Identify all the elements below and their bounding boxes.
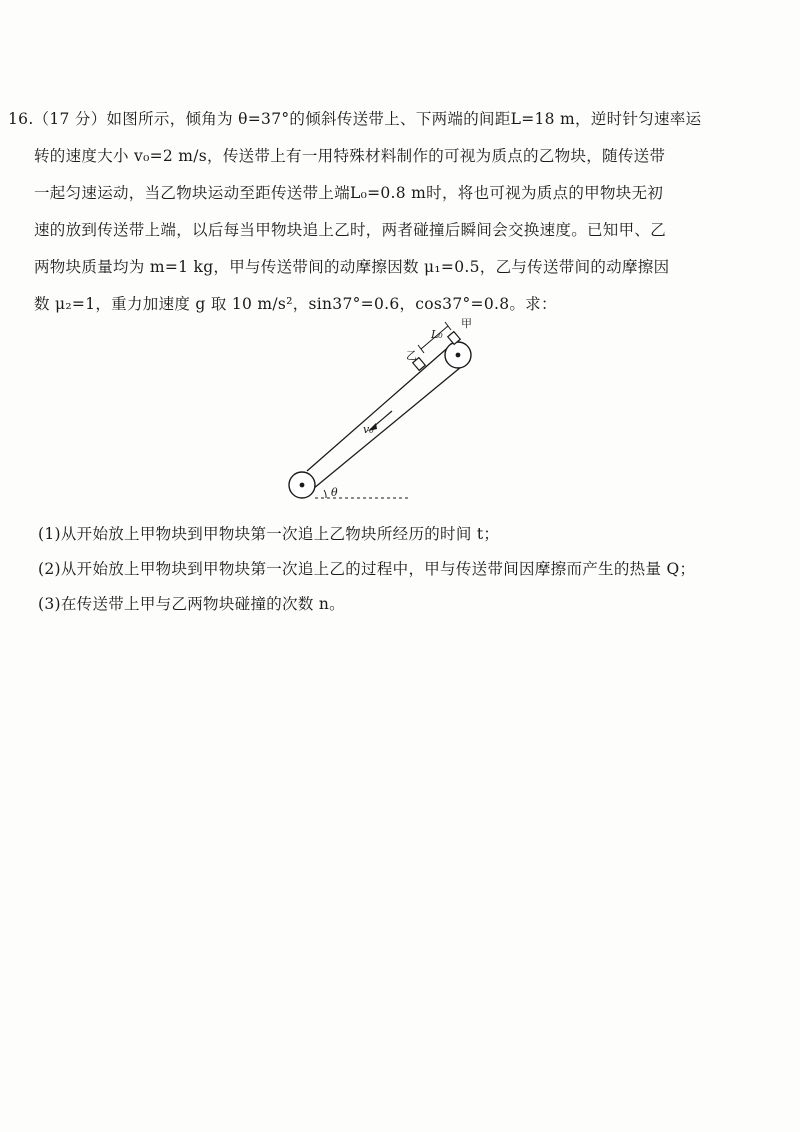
label-theta: θ (331, 486, 338, 499)
label-yi: 乙 (406, 349, 417, 362)
problem-line: 数 μ₂=1，重力加速度 g 取 10 m/s²，sin37°=0.6，cos37°=0.8。求： (34, 295, 557, 313)
label-jia: 甲 (461, 317, 472, 330)
bottom-pulley-axle (300, 483, 305, 488)
top-pulley-axle (456, 353, 461, 358)
sub-question-3: (3)在传送带上甲与乙两物块碰撞的次数 n。 (38, 595, 345, 613)
l0-tick (445, 322, 451, 330)
problem-line: 一起匀速运动，当乙物块运动至距传送带上端L₀=0.8 m时，将也可视为质点的甲物块无初 (34, 184, 664, 202)
sub-question-2: (2)从开始放上甲物块到甲物块第一次追上乙的过程中，甲与传送带间因摩擦而产生的热量 Q； (38, 560, 696, 578)
angle-arc (324, 490, 326, 498)
problem-line: 转的速度大小 v₀=2 m/s，传送带上有一用特殊材料制作的可视为质点的乙物块，随传送带 (34, 147, 666, 165)
problem-line: 16.（17 分）如图所示，倾角为 θ=37°的倾斜传送带上、下两端的间距L=18 m，逆时针匀速率运 (8, 110, 702, 128)
l0-tick (418, 345, 424, 353)
belt-upper-edge (307, 344, 452, 471)
label-l0: L₀ (431, 328, 443, 341)
problem-line: 两物块质量均为 m=1 kg，甲与传送带间的动摩擦因数 μ₁=0.5，乙与传送带间的动摩擦因 (34, 258, 670, 276)
problem-line: 速的放到传送带上端，以后每当甲物块追上乙时，两者碰撞后瞬间会交换速度。已知甲、乙 (34, 221, 667, 239)
belt-lower-edge (302, 367, 461, 498)
sub-question-1: (1)从开始放上甲物块到甲物块第一次追上乙物块所经历的时间 t； (38, 525, 500, 543)
conveyor-belt-diagram (280, 315, 472, 510)
label-v0: v₀ (363, 423, 374, 436)
conveyor-diagram-svg (280, 315, 472, 510)
